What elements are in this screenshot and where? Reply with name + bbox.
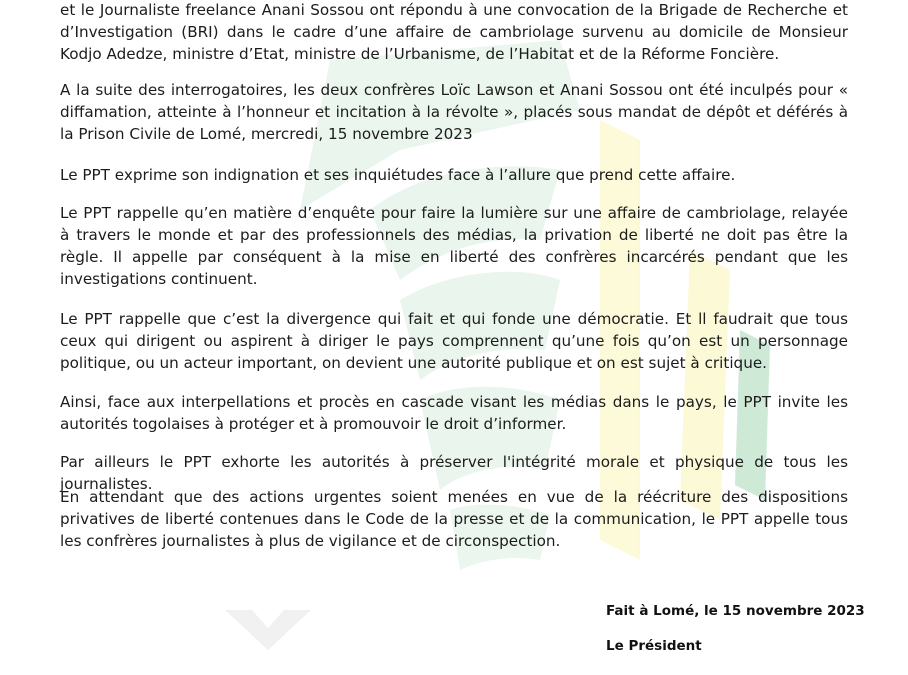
paragraph-4: Le PPT rappelle qu’en matière d’enquête pour faire la lumière sur une affaire de cambriolage, relayée à travers le monde et par des professionnels des médias, la privation de liberté ne doit pas être la règle. Il appelle par conséquent à la mise en liberté des confrères incarcérés pendant que les investigations continuent.: [60, 204, 848, 288]
paragraph-8: En attendant que des actions urgentes soient menées en vue de la réécriture des dispositions privatives de liberté contenues dans le Code de la presse et de la communication, le PPT appelle tous les confrères journalistes à plus de vigilance et de circonspection.: [60, 488, 848, 550]
signature-role: Le Président: [606, 638, 702, 654]
paragraph-5: Le PPT rappelle que c’est la divergence qui fait et qui fonde une démocratie. Et ll faudrait que tous ceux qui dirigent ou aspirent à diriger le pays comprennent qu’une fois qu’on est un personnage politique, ou un acteur important, on devient une autorité publique et on est sujet à critique.: [60, 310, 848, 372]
paragraph-1: et le Journaliste freelance Anani Sossou ont répondu à une convocation de la Brigade de Recherche et d’Investigation (BRI) dans le cadre d’une affaire de cambriolage survenu au domicile de Monsieur Kodjo Adedze, ministre d’Etat, ministre de l’Urbanisme, de l’Habitat et de la Réforme Foncière.: [60, 1, 848, 63]
signature-place-date: Fait à Lomé, le 15 novembre 2023: [606, 603, 865, 619]
paragraph-3: Le PPT exprime son indignation et ses inquiétudes face à l’allure que prend cette affaire.: [60, 166, 736, 184]
paragraph-7: Par ailleurs le PPT exhorte les autorités à préserver l'intégrité morale et physique de tous les journalistes.: [60, 453, 848, 493]
paragraph-6: Ainsi, face aux interpellations et procès en cascade visant les médias dans le pays, le PPT invite les autorités togolaises à protéger et à promouvoir le droit d’informer.: [60, 393, 848, 433]
paragraph-2: A la suite des interrogatoires, les deux confrères Loïc Lawson et Anani Sossou ont été inculpés pour « diffamation, atteinte à l’honneur et incitation à la révolte », placés sous mandat de dépôt et déférés à la Prison Civile de Lomé, mercredi, 15 novembre 2023: [60, 81, 848, 143]
